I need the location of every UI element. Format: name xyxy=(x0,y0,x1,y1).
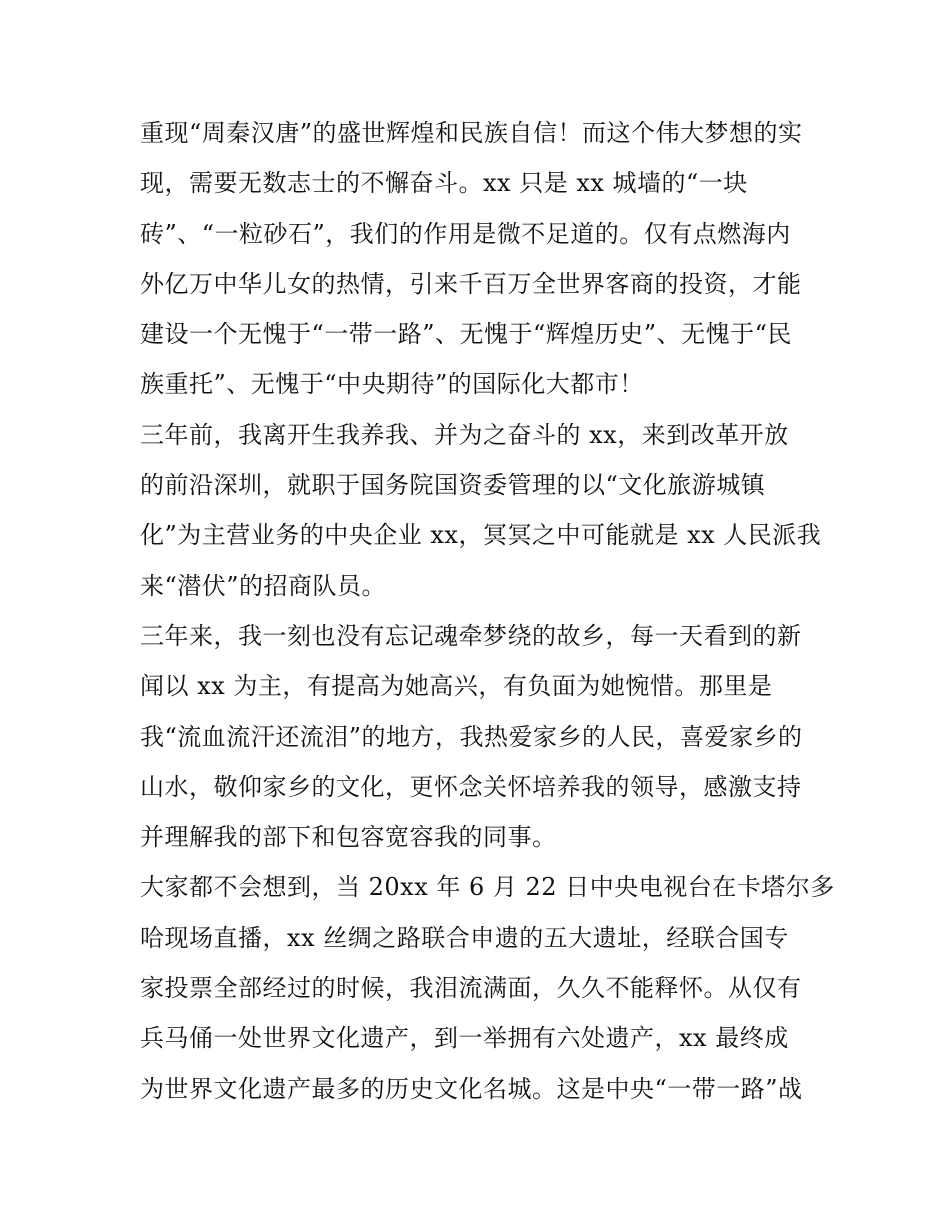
document-text-body xyxy=(140,108,835,1114)
text-line: 我“流血流汗还流泪”的地方，我热爱家乡的人民，喜爱家乡的 xyxy=(140,722,803,751)
text-line: 族重托”、无愧于“中央期待”的国际化大都市！ xyxy=(140,370,644,399)
text-line: 外亿万中华儿女的热情，引来千百万全世界客商的投资，才能 xyxy=(140,269,802,298)
text-line: 山水，敬仰家乡的文化，更怀念关怀培养我的领导，感激支持 xyxy=(140,772,802,801)
text-line: 来“潜伏”的招商队员。 xyxy=(140,571,387,600)
text-line: 闻以 xx 为主，有提高为她高兴，有负面为她惋惜。那里是 xyxy=(140,672,773,701)
text-line: 重现“周秦汉唐”的盛世辉煌和民族自信！而这个伟大梦想的实 xyxy=(140,119,803,147)
text-line: 建设一个无愧于“一带一路”、无愧于“辉煌历史”、无愧于“民 xyxy=(140,320,792,349)
text-line: 并理解我的部下和包容宽容我的同事。 xyxy=(140,823,557,852)
text-line: 的前沿深圳，就职于国务院国资委管理的以“文化旅游城镇 xyxy=(140,471,766,500)
text-line: 砖”、“一粒砂石”，我们的作用是微不足道的。仅有点燃海内 xyxy=(140,219,791,248)
text-line: 兵马俑一处世界文化遗产，到一举拥有六处遗产，xx 最终成 xyxy=(140,1024,789,1053)
text-line: 三年前，我离开生我养我、并为之奋斗的 xx，来到改革开放 xyxy=(140,420,789,449)
text-line: 现，需要无数志士的不懈奋斗。xx 只是 xx 城墙的“一块 xyxy=(140,169,748,198)
text-line: 为世界文化遗产最多的历史文化名城。这是中央“一带一路”战 xyxy=(140,1074,803,1103)
text-line: 大家都不会想到，当 20xx 年 6 月 22 日中央电视台在卡塔尔多 xyxy=(140,873,835,902)
text-line: 哈现场直播，xx 丝绸之路联合申遗的五大遗址，经联合国专 xyxy=(140,923,789,952)
text-line: 三年来，我一刻也没有忘记魂牵梦绕的故乡，每一天看到的新 xyxy=(140,621,802,650)
text-line: 家投票全部经过的时候，我泪流满面，久久不能释怀。从仅有 xyxy=(140,974,802,1003)
text-line: 化”为主营业务的中央企业 xx，冥冥之中可能就是 xx 人民派我 xyxy=(140,521,822,550)
